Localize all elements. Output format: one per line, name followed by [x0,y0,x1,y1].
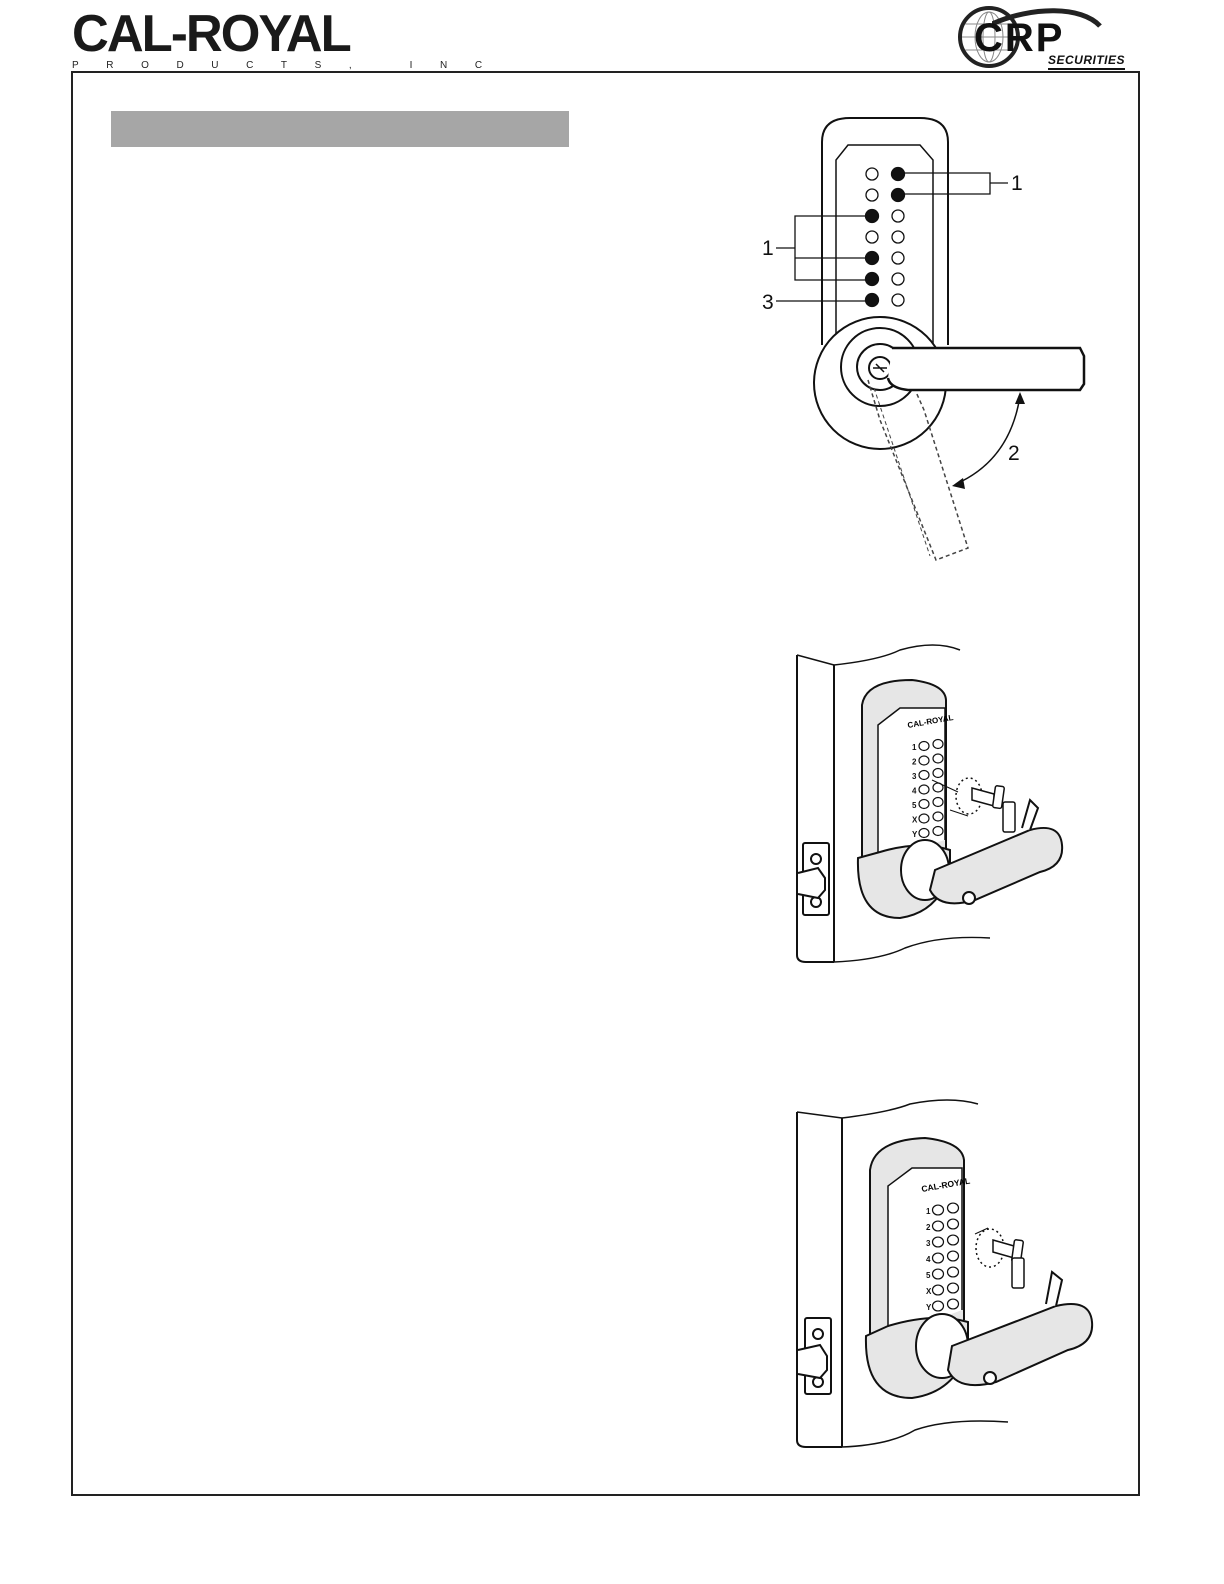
keypad-button [866,231,878,243]
keypad-key [933,754,943,763]
keypad-button-pressed [892,168,905,181]
keypad-key-label: 1 [912,743,917,752]
crp-tagline: SECURITIES [1048,53,1125,70]
cal-royal-logo [72,5,510,72]
figure-lock-front-callouts [750,110,1110,570]
callout-3: 3 [762,291,774,314]
keypad-key [933,1205,944,1215]
keypad-key-label: 3 [912,772,917,781]
keypad-key [948,1219,959,1229]
brand-subtitle: PRODUCTS, INC [72,60,510,71]
keypad-key-label: 4 [926,1255,931,1264]
keypad-key [933,1301,944,1311]
figure-lock-installed-key-insert [780,640,1100,970]
keypad-key-label: X [926,1287,932,1296]
crp-letters: CRP [974,16,1065,60]
keypad-button-pressed [866,273,879,286]
keypad-key [933,1269,944,1279]
keypad-key [933,1221,944,1231]
keypad-key [933,769,943,778]
keypad-button-pressed [866,210,879,223]
keypad-button-pressed [866,252,879,265]
keypad-buttons [866,168,905,307]
keypad-button-pressed [866,294,879,307]
keypad-button [892,273,904,285]
keypad-key [948,1299,959,1309]
keypad-key-label: Y [926,1303,932,1312]
callout-1-top: 1 [1011,172,1023,195]
keypad-key [919,785,929,794]
keypad-key [933,827,943,836]
keypad-key [933,1253,944,1263]
keypad-key-label: 5 [926,1271,931,1280]
keypad-key [933,812,943,821]
keypad-button-pressed [892,189,905,202]
keypad-key-label: 3 [926,1239,931,1248]
keypad-key [933,798,943,807]
keypad-button [866,168,878,180]
section-heading-bar [111,111,569,147]
keypad-key [948,1283,959,1293]
keypad-key [948,1251,959,1261]
crp-securities-logo [952,4,1144,74]
keypad-key [948,1267,959,1277]
keypad-key [919,771,929,780]
brand-name: CAL-ROYAL [72,5,350,63]
keypad-key [919,756,929,765]
keypad-key [919,800,929,809]
keypad-key-label: 2 [926,1223,931,1232]
keypad-key [948,1203,959,1213]
keypad-key [919,829,929,838]
keypad-button [892,252,904,264]
keypad-key-label: X [912,815,918,825]
callout-2: 2 [1008,442,1020,465]
keypad-key-label: 2 [912,757,917,767]
keypad-key [948,1235,959,1245]
keypad-key [919,742,929,751]
keypad-key-label: 1 [926,1207,931,1216]
keypad-key-label: 5 [912,801,917,810]
keypad-key-label: 4 [912,786,917,796]
keypad-key [919,814,929,823]
keypad-button [892,231,904,243]
figure-lock-installed-key-remove [780,1090,1110,1460]
callout-1-left: 1 [762,237,774,260]
lock-brand-label: CAL-ROYAL [906,713,955,730]
keypad-key [933,1237,944,1247]
keypad-key [933,1285,944,1295]
page-header [0,0,1224,75]
keypad-button [892,294,904,306]
lock-brand-label: CAL-ROYAL [920,1175,971,1194]
keypad-button [892,210,904,222]
keypad-button [866,189,878,201]
keypad-key-label: Y [912,830,918,839]
keypad-key [933,740,943,749]
